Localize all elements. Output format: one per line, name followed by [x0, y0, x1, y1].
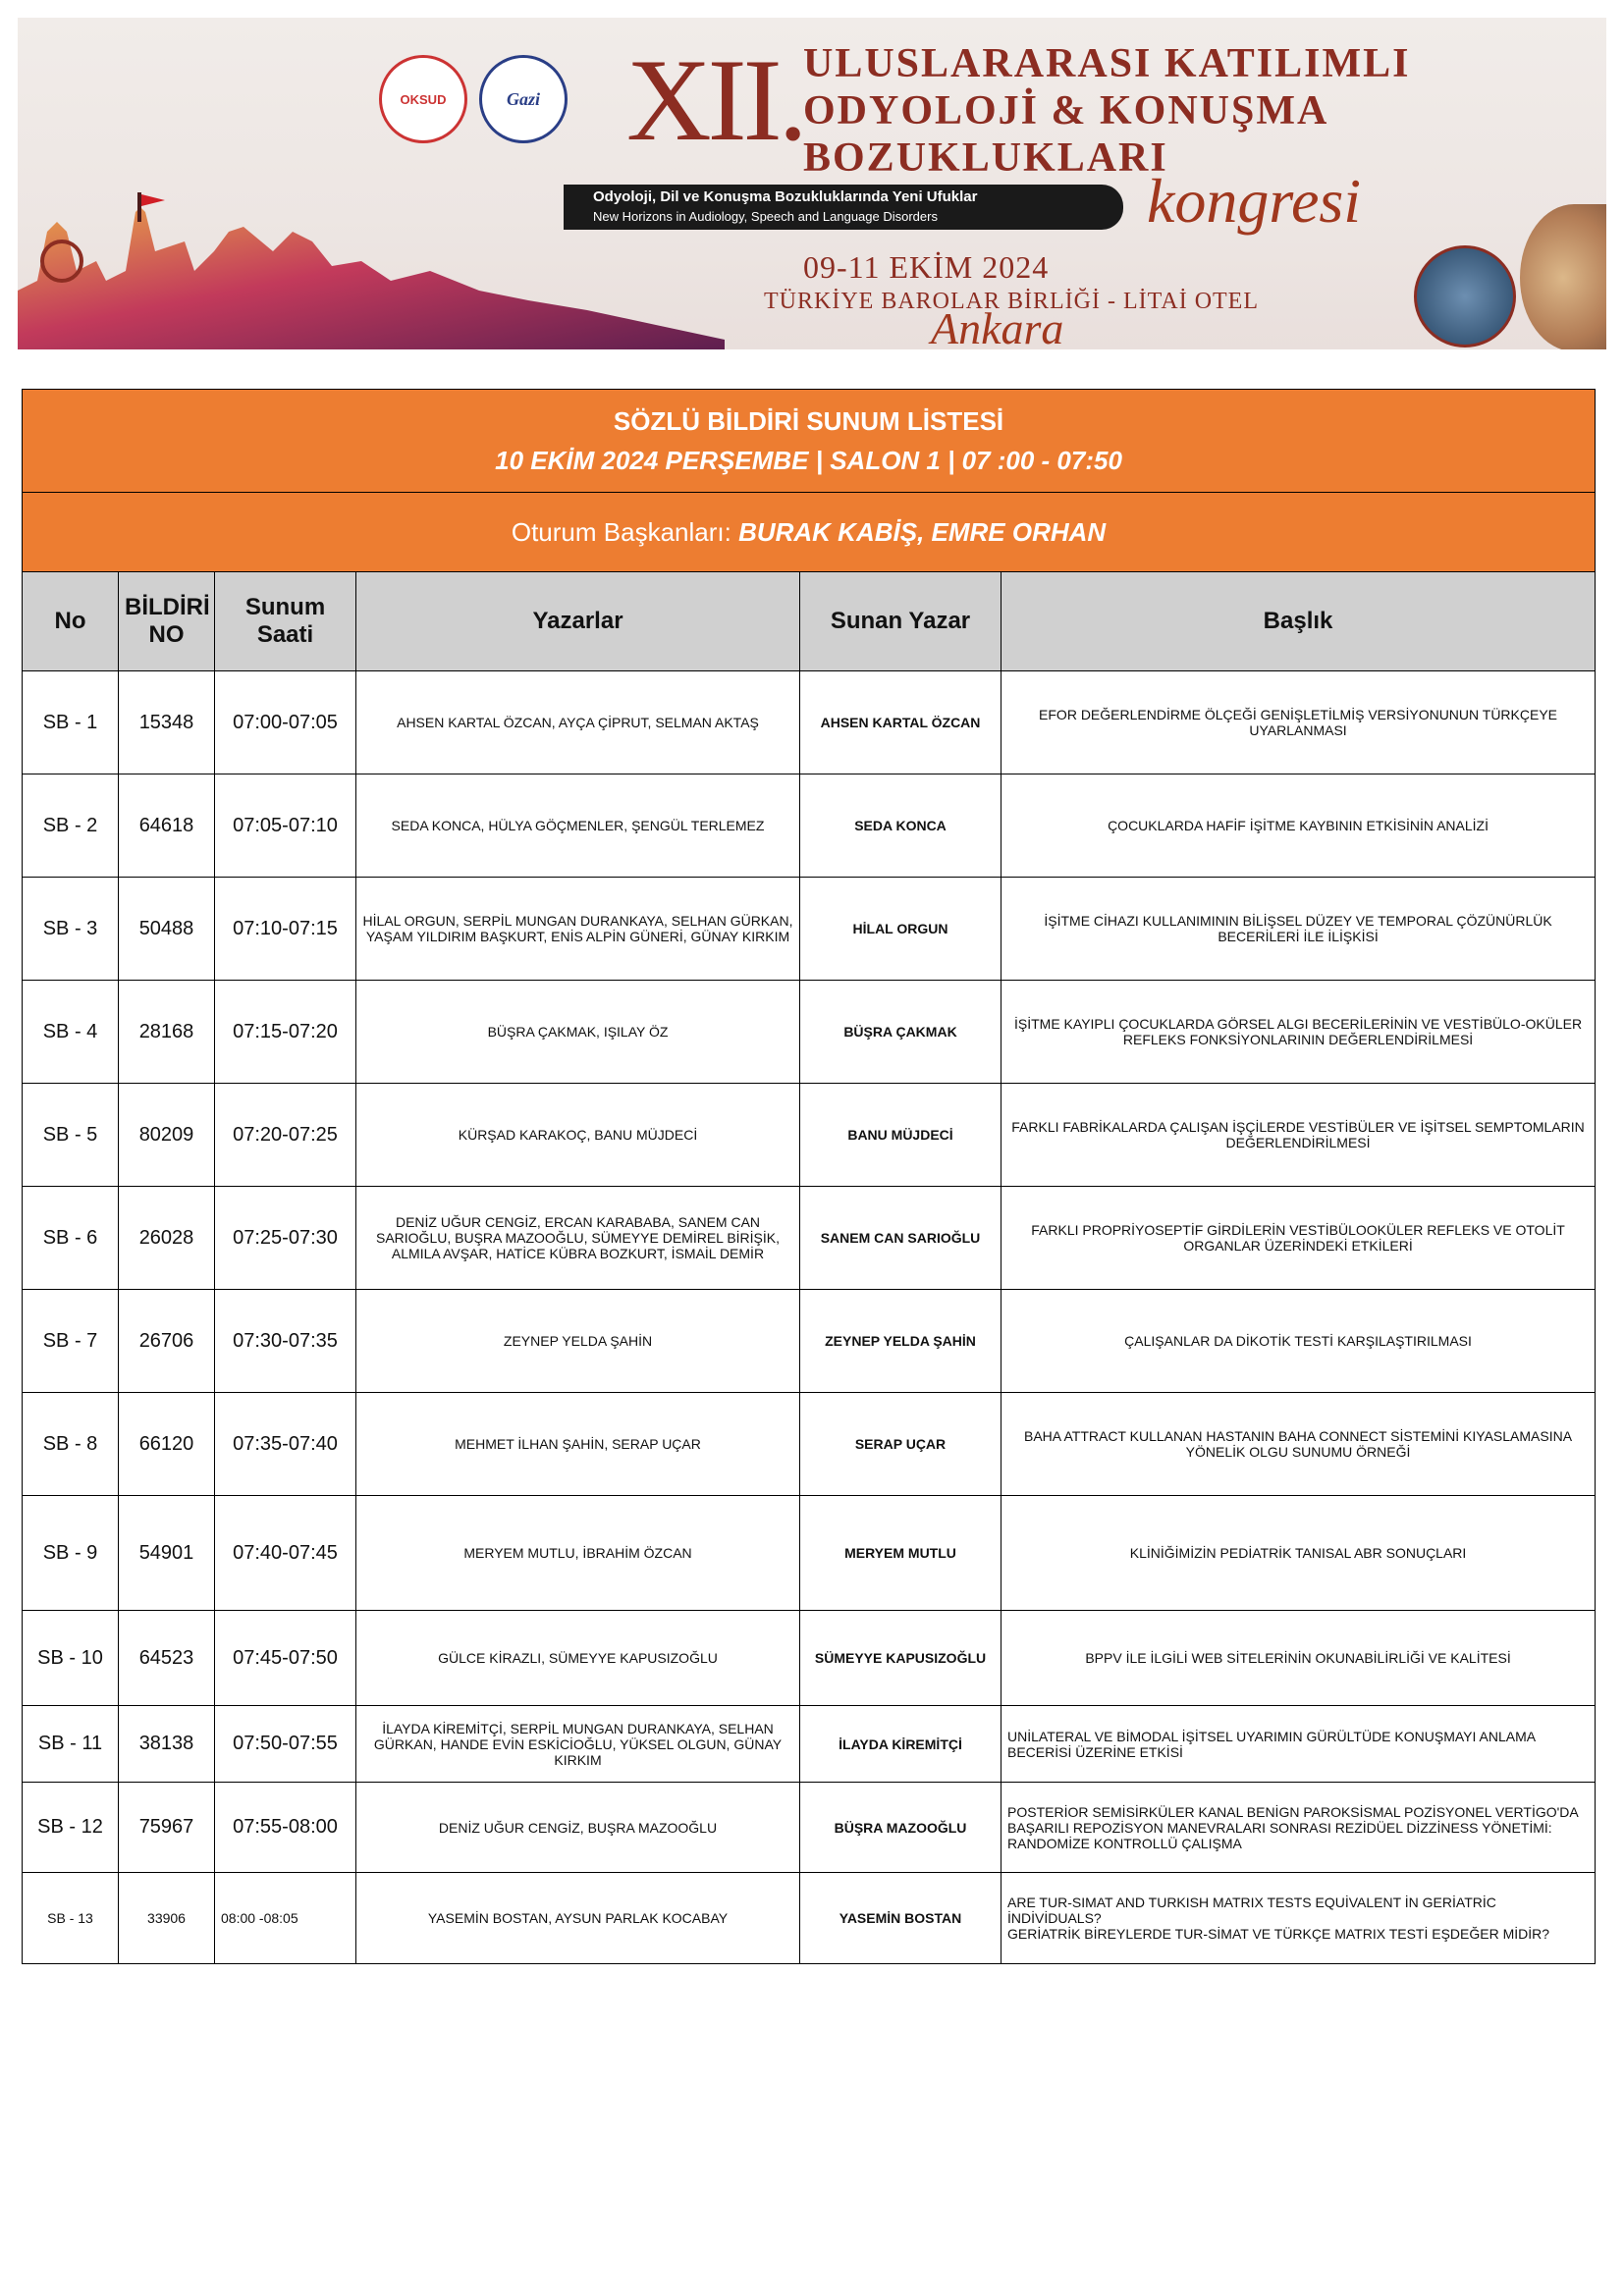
row-no: SB - 13 — [23, 1873, 119, 1964]
table-row — [23, 878, 1596, 981]
table-row — [23, 1290, 1596, 1393]
row-authors: YASEMİN BOSTAN, AYSUN PARLAK KOCABAY — [356, 1873, 800, 1964]
row-title-en: ARE TUR-SIMAT AND TURKISH MATRIX TESTS EQUİVALENT İN GERİATRİC İNDİVİDUALS? — [1007, 1895, 1496, 1926]
table-row — [23, 1706, 1596, 1783]
row-presenter: BANU MÜJDECİ — [800, 1084, 1001, 1187]
row-authors: ZEYNEP YELDA ŞAHİN — [356, 1290, 800, 1393]
row-time: 07:35-07:40 — [215, 1393, 356, 1496]
session-chairs-label: Oturum Başkanları: — [511, 516, 739, 547]
row-title: BPPV İLE İLGİLİ WEB SİTELERİNİN OKUNABİLİRLİĞİ VE KALİTESİ — [1001, 1611, 1596, 1706]
row-presenter: AHSEN KARTAL ÖZCAN — [800, 671, 1001, 774]
row-time: 07:10-07:15 — [215, 878, 356, 981]
row-no: SB - 5 — [23, 1084, 119, 1187]
row-no: SB - 9 — [23, 1496, 119, 1611]
row-title — [1001, 1873, 1596, 1964]
schedule-title-cell — [23, 390, 1596, 493]
row-no: SB - 4 — [23, 981, 119, 1084]
theme-tr: Odyoloji, Dil ve Konuşma Bozukluklarında Yeni Ufuklar — [593, 188, 978, 205]
congress-banner — [18, 18, 1606, 349]
row-no: SB - 12 — [23, 1783, 119, 1873]
row-authors: KÜRŞAD KARAKOÇ, BANU MÜJDECİ — [356, 1084, 800, 1187]
row-bildiri-no: 66120 — [119, 1393, 215, 1496]
column-header-baslik: Başlık — [1001, 572, 1596, 671]
row-authors: DENİZ UĞUR CENGİZ, ERCAN KARABABA, SANEM CAN SARIOĞLU, BUŞRA MAZOOĞLU, SÜMEYYE DEMİREL BİRİŞİK, ALMILA AVŞAR, HATİCE KÜBRA BOZKURT, İSMAİL DEMİR — [356, 1187, 800, 1290]
column-header-sunum-saati: Sunum Saati — [215, 572, 356, 671]
row-presenter: İLAYDA KİREMİTÇİ — [800, 1706, 1001, 1783]
schedule-session-info: 10 EKİM 2024 PERŞEMBE | SALON 1 | 07 :00 - 07:50 — [495, 446, 1122, 475]
table-row — [23, 1084, 1596, 1187]
row-bildiri-no: 28168 — [119, 981, 215, 1084]
row-authors: SEDA KONCA, HÜLYA GÖÇMENLER, ŞENGÜL TERLEMEZ — [356, 774, 800, 878]
congress-city: Ankara — [931, 303, 1064, 349]
row-presenter: BÜŞRA ÇAKMAK — [800, 981, 1001, 1084]
column-header-bildiri-no: BİLDİRİ NO — [119, 572, 215, 671]
column-header-yazarlar: Yazarlar — [356, 572, 800, 671]
row-bildiri-no: 33906 — [119, 1873, 215, 1964]
row-time: 07:05-07:10 — [215, 774, 356, 878]
table-row — [23, 1393, 1596, 1496]
congress-venue: TÜRKİYE BAROLAR BİRLİĞİ - LİTAİ OTEL — [764, 289, 1259, 314]
table-row — [23, 1187, 1596, 1290]
row-no: SB - 8 — [23, 1393, 119, 1496]
row-presenter: MERYEM MUTLU — [800, 1496, 1001, 1611]
row-authors: BÜŞRA ÇAKMAK, IŞILAY ÖZ — [356, 981, 800, 1084]
row-bildiri-no: 38138 — [119, 1706, 215, 1783]
row-bildiri-no: 64523 — [119, 1611, 215, 1706]
row-authors: MEHMET İLHAN ŞAHİN, SERAP UÇAR — [356, 1393, 800, 1496]
row-time: 07:30-07:35 — [215, 1290, 356, 1393]
table-row — [23, 1496, 1596, 1611]
row-time: 07:00-07:05 — [215, 671, 356, 774]
theme-en: New Horizons in Audiology, Speech and Language Disorders — [593, 209, 938, 224]
congress-number: XII. — [626, 34, 804, 165]
row-bildiri-no: 80209 — [119, 1084, 215, 1187]
row-title: BAHA ATTRACT KULLANAN HASTANIN BAHA CONNECT SİSTEMİNİ KIYASLAMASINA YÖNELİK OLGU SUNUMU ÖRNEĞİ — [1001, 1393, 1596, 1496]
congress-title-line1: ULUSLARARASI KATILIMLI — [803, 41, 1411, 86]
row-title: UNİLATERAL VE BİMODAL İŞİTSEL UYARIMIN GÜRÜLTÜDE KONUŞMAYI ANLAMA BECERİSİ ÜZERİNE ETKİSİ — [1001, 1706, 1596, 1783]
row-authors: İLAYDA KİREMİTÇİ, SERPİL MUNGAN DURANKAYA, SELHAN GÜRKAN, HANDE EVİN ESKİCİOĞLU, YÜKSEL OLGUN, GÜNAY KIRKIM — [356, 1706, 800, 1783]
row-time: 08:00 -08:05 — [215, 1873, 356, 1964]
row-title-tr: GERİATRİK BİREYLERDE TUR-SİMAT VE TÜRKÇE MATRIX TESTİ EŞDEĞER MİDİR? — [1007, 1926, 1550, 1942]
gazi-university-logo: Gazi — [479, 55, 568, 143]
row-title: ÇALIŞANLAR DA DİKOTİK TESTİ KARŞILAŞTIRILMASI — [1001, 1290, 1596, 1393]
row-time: 07:40-07:45 — [215, 1496, 356, 1611]
row-time: 07:55-08:00 — [215, 1783, 356, 1873]
row-authors: MERYEM MUTLU, İBRAHİM ÖZCAN — [356, 1496, 800, 1611]
row-title: FARKLI PROPRİYOSEPTİF GİRDİLERİN VESTİBÜLOOKÜLER REFLEKS VE OTOLİT ORGANLAR ÜZERİNDEKİ ETKİLERİ — [1001, 1187, 1596, 1290]
hotel-photo-badge — [1414, 245, 1516, 347]
row-no: SB - 1 — [23, 671, 119, 774]
row-authors: HİLAL ORGUN, SERPİL MUNGAN DURANKAYA, SELHAN GÜRKAN, YAŞAM YILDIRIM BAŞKURT, ENİS ALPİN GÜNERİ, GÜNAY KIRKIM — [356, 878, 800, 981]
row-presenter: BÜŞRA MAZOOĞLU — [800, 1783, 1001, 1873]
table-row — [23, 1873, 1596, 1964]
row-no: SB - 2 — [23, 774, 119, 878]
schedule-title: SÖZLÜ BİLDİRİ SUNUM LİSTESİ — [613, 406, 1004, 436]
row-bildiri-no: 26028 — [119, 1187, 215, 1290]
row-no: SB - 3 — [23, 878, 119, 981]
row-title: EFOR DEĞERLENDİRME ÖLÇEĞİ GENİŞLETİLMİŞ VERSİYONUNUN TÜRKÇEYE UYARLANMASI — [1001, 671, 1596, 774]
row-time: 07:50-07:55 — [215, 1706, 356, 1783]
row-title: POSTERİOR SEMİSİRKÜLER KANAL BENİGN PAROKSİSMAL POZİSYONEL VERTİGO'DA BAŞARILI REPOZİSYON MANEVRALARI SONRASI REZİDÜEL DİZZİNESS YÖNETİMİ: RANDOMİZE KONTROLLÜ ÇALIŞMA — [1001, 1783, 1596, 1873]
table-row — [23, 1783, 1596, 1873]
row-title: KLİNİĞİMİZİN PEDİATRİK TANISAL ABR SONUÇLARI — [1001, 1496, 1596, 1611]
row-presenter: HİLAL ORGUN — [800, 878, 1001, 981]
row-title: İŞİTME KAYIPLI ÇOCUKLARDA GÖRSEL ALGI BECERİLERİNİN VE VESTİBÜLO-OKÜLER REFLEKS FONKSİYONLARININ DEĞERLENDİRİLMESİ — [1001, 981, 1596, 1084]
row-bildiri-no: 26706 — [119, 1290, 215, 1393]
row-time: 07:45-07:50 — [215, 1611, 356, 1706]
ear-illustration — [1520, 204, 1606, 349]
row-time: 07:25-07:30 — [215, 1187, 356, 1290]
column-header-row — [23, 572, 1596, 671]
row-presenter: YASEMİN BOSTAN — [800, 1873, 1001, 1964]
row-bildiri-no: 64618 — [119, 774, 215, 878]
table-row — [23, 1611, 1596, 1706]
session-chairs-names: BURAK KABİŞ, EMRE ORHAN — [738, 516, 1107, 547]
table-row — [23, 774, 1596, 878]
row-authors: AHSEN KARTAL ÖZCAN, AYÇA ÇİPRUT, SELMAN AKTAŞ — [356, 671, 800, 774]
row-title: ÇOCUKLARDA HAFİF İŞİTME KAYBININ ETKİSİNİN ANALİZİ — [1001, 774, 1596, 878]
row-presenter: SERAP UÇAR — [800, 1393, 1001, 1496]
row-time: 07:20-07:25 — [215, 1084, 356, 1187]
congress-title-line3: BOZUKLUKLARI — [803, 135, 1168, 181]
row-presenter: ZEYNEP YELDA ŞAHİN — [800, 1290, 1001, 1393]
row-presenter: SÜMEYYE KAPUSIZOĞLU — [800, 1611, 1001, 1706]
column-header-no: No — [23, 572, 119, 671]
row-presenter: SANEM CAN SARIOĞLU — [800, 1187, 1001, 1290]
row-no: SB - 11 — [23, 1706, 119, 1783]
row-no: SB - 6 — [23, 1187, 119, 1290]
row-time: 07:15-07:20 — [215, 981, 356, 1084]
column-header-sunan-yazar: Sunan Yazar — [800, 572, 1001, 671]
row-bildiri-no: 15348 — [119, 671, 215, 774]
row-authors: GÜLCE KİRAZLI, SÜMEYYE KAPUSIZOĞLU — [356, 1611, 800, 1706]
congress-title-line2: ODYOLOJİ & KONUŞMA — [803, 88, 1329, 133]
table-row — [23, 671, 1596, 774]
congress-date: 09-11 EKİM 2024 — [803, 249, 1050, 285]
row-no: SB - 7 — [23, 1290, 119, 1393]
row-authors: DENİZ UĞUR CENGİZ, BUŞRA MAZOOĞLU — [356, 1783, 800, 1873]
table-row — [23, 981, 1596, 1084]
row-title: İŞİTME CİHAZI KULLANIMININ BİLİŞSEL DÜZEY VE TEMPORAL ÇÖZÜNÜRLÜK BECERİLERİ İLE İLİŞKİSİ — [1001, 878, 1596, 981]
session-chairs-cell — [23, 493, 1596, 572]
row-bildiri-no: 50488 — [119, 878, 215, 981]
congress-theme-stripe — [564, 185, 1123, 230]
kongresi-script: kongresi — [1147, 166, 1362, 236]
presentation-schedule-table — [22, 389, 1596, 1964]
row-bildiri-no: 54901 — [119, 1496, 215, 1611]
row-bildiri-no: 75967 — [119, 1783, 215, 1873]
row-presenter: SEDA KONCA — [800, 774, 1001, 878]
row-no: SB - 10 — [23, 1611, 119, 1706]
row-title: FARKLI FABRİKALARDA ÇALIŞAN İŞÇİLERDE VESTİBÜLER VE İŞİTSEL SEMPTOMLARIN DEĞERLENDİRİLMESİ — [1001, 1084, 1596, 1187]
oksud-logo: OKSUD — [379, 55, 467, 143]
